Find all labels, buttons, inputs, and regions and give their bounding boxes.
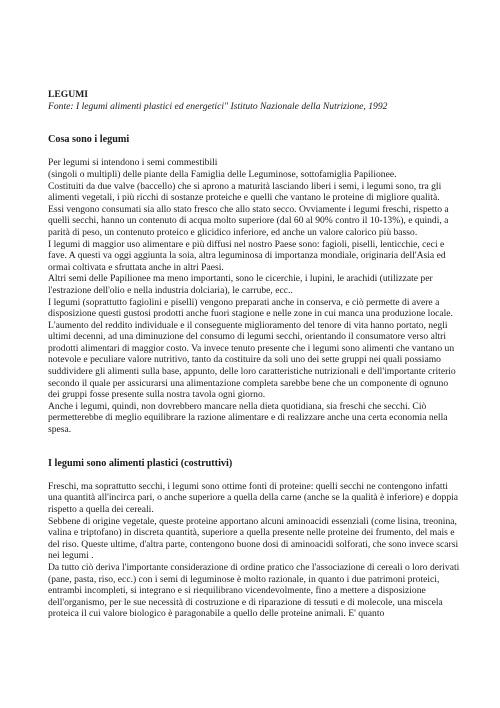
paragraph: Da tutto ciò deriva l'importante considerazione di ordine pratico che l'associazione di cereali o loro derivati (pane, pasta, riso, ecc.) con i semi di leguminose è molto razionale, in quanto i due patrimoni proteici, entrambi incompleti, si integrano e si riequilibrano vicendevolmente, fino a mettere a disposizione dell'organismo, per le sue necessità di costruzione e di riparazione di tessuti e di molecole, una miscela proteica il cui valore biologico è paragonabile a quello delle proteine animali. E' quanto (48, 561, 460, 620)
paragraph: Costituiti da due valve (baccello) che si aprono a maturità lasciando liberi i semi, i legumi sono, tra gli alimenti vegetali, i più ricchi di sostanze proteiche e quelli che vantano le proteine di migliore qualità. (48, 180, 442, 204)
paragraph: Anche i legumi, quindi, non dovrebbero mancare nella dieta quotidiana, sia freschi che secchi. Ciò permetterebbe di meglio equilibrare la razione alimentare e di realizzare anche una certa economia nella spesa. (48, 400, 448, 436)
paragraph: Essi vengono consumati sia allo stato fresco che allo stato secco. Ovviamente i legumi freschi, rispetto a quelli secchi, hanno un contenuto di acqua molto superiore (dal 60 al 90% contro il 10-13%), e quindi, a parità di peso, un contenuto proteico e glicidico inferiore, ed anche un valore calorico più basso. (48, 203, 449, 238)
paragraph: I legumi (soprattutto fagiolini e piselli) vengono preparati anche in conserva, e ciò permette di avere a disposizione questi gustosi prodotti anche fuori stagione e nelle zone in cui manca una produzione locale. (48, 296, 453, 320)
paragraph: (singoli o multipli) delle piante della Famiglia delle Leguminose, sottofamiglia Papilionee. (48, 168, 397, 180)
paragraph: Per legumi si intendono i semi commestibili (48, 157, 218, 169)
paragraph: Freschi, ma soprattutto secchi, i legumi sono ottime fonti di proteine: quelli secchi ne contengono infatti una quantità all'incirca pari, o anche superiore a quella della carne (anche se la qualità è inferiore) e doppia rispetto a quella dei cereali. (48, 480, 459, 515)
document-source: Fonte: I legumi alimenti plastici ed energetici" Istituto Nazionale della Nutrizione, 1992 (48, 100, 388, 112)
section-heading-alimenti-plastici: I legumi sono alimenti plastici (costruttivi) (48, 457, 233, 469)
paragraph: I legumi di maggior uso alimentare e più diffusi nel nostro Paese sono: fagioli, piselli, lenticchie, ceci e fave. A questi va oggi aggiunta la soia, altra leguminosa di importanza mondiale, originaria dell'Asia ed ormai coltivata e sfruttata anche in altri Paesi. (48, 238, 446, 273)
paragraph: Altri semi delle Papilionee ma meno importanti, sono le cicerchie, i lupini, le arachidi (utilizzate per l'estrazione dell'olio e nella industria dolciaria), le carrube, ecc.. (48, 273, 433, 296)
document-title: LEGUMI (48, 89, 88, 100)
paragraph: Sebbene di origine vegetale, queste proteine apportano alcuni aminoacidi essenziali (come lisina, treonina, valina e triptofano) in discreta quantità, superiore a quella presente nelle proteine dei frumento, del mais e del riso. Queste ultime, d'altra parte, contengono buone dosi di aminoacidi solforati, che sono invece scarsi nei legumi . (48, 515, 459, 562)
section-heading-cosa-sono: Cosa sono i legumi (48, 134, 130, 146)
paragraph: L'aumento del reddito individuale e il conseguente miglioramento del tenore di vita hanno portato, negli ultimi decenni, ad una diminuzione del consumo di legumi secchi, orientando il consumatore verso altri prodotti alimentari di maggior costo. Va invece tenuto presente che i legumi sono alimenti che vantano un notevole e peculiare valore nutritivo, tanto da costituire da soli uno dei sette gruppi nei quali possiamo suddividere gli alimenti sulla base, appunto, delle loro caratteristiche nutrizionali e dell'importante criterio secondo il quale per assicurarsi una alimentazione completa sarebbe bene che un componente di ognuno dei gruppi fosse presente sulla nostra tavola ogni giorno. (48, 319, 456, 401)
